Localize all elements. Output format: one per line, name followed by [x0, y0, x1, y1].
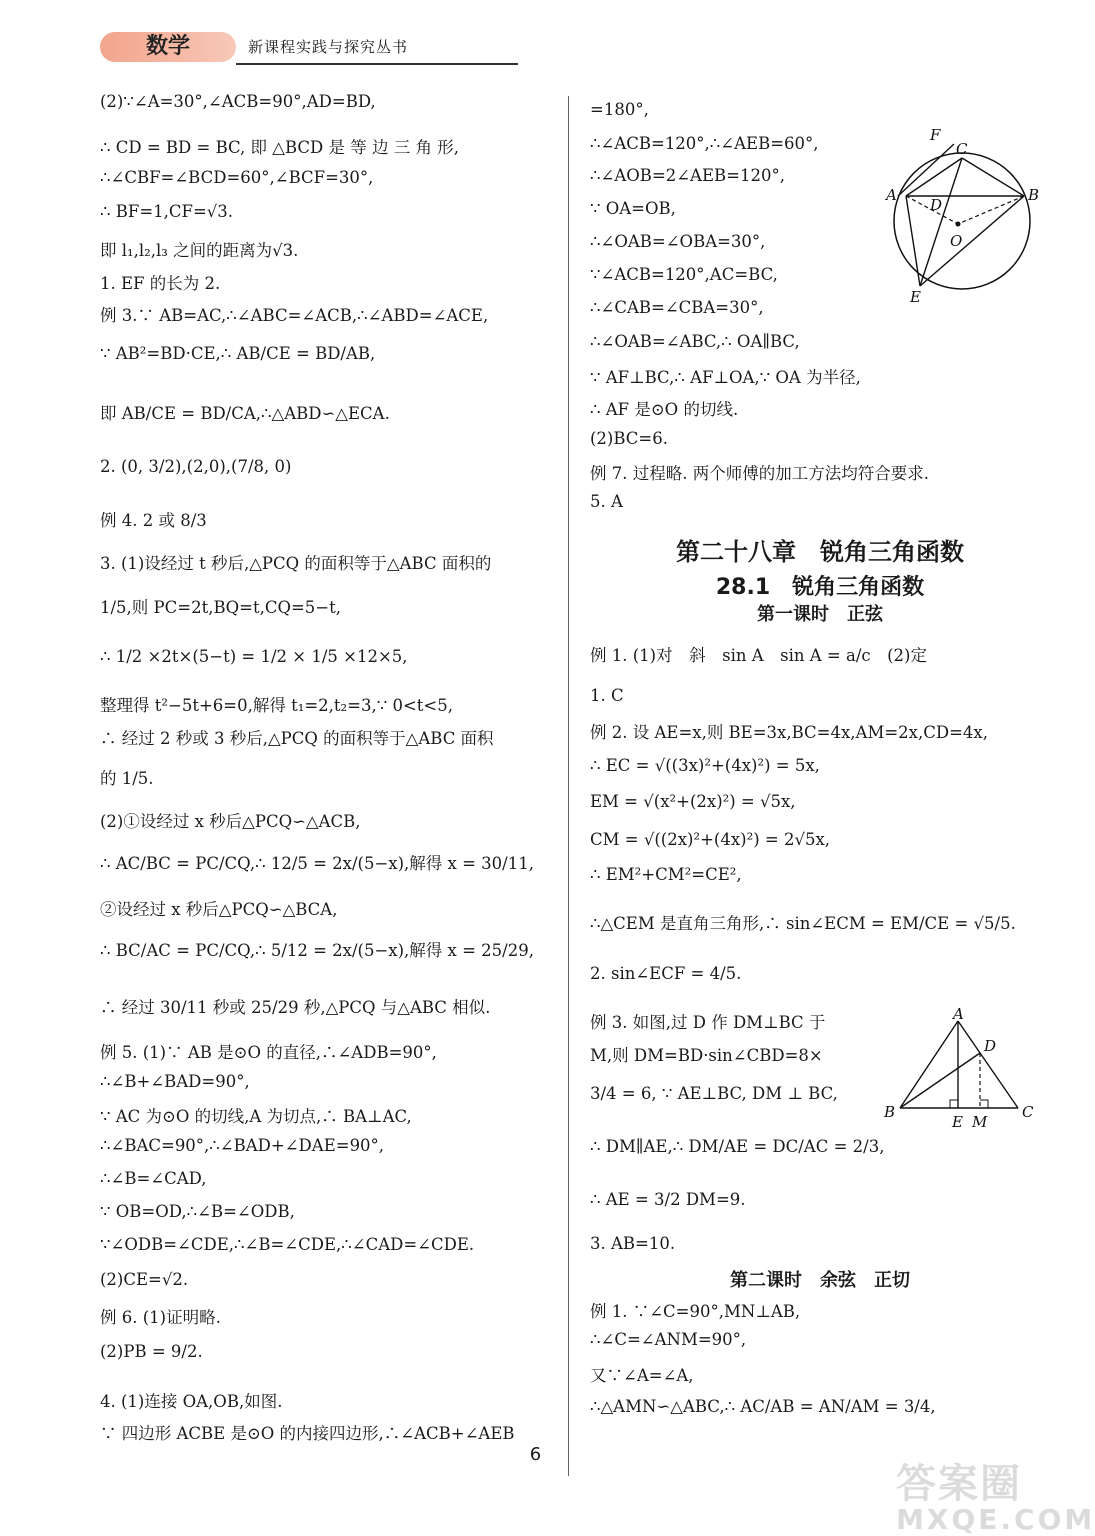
text-line: 5. A [590, 492, 623, 511]
text-line: 2. sin∠ECF = 4/5. [590, 964, 742, 983]
text-line: ∴ AF 是⊙O 的切线. [590, 400, 739, 419]
label-m: M [972, 1113, 988, 1131]
text-line: ∴∠C=∠ANM=90°, [590, 1330, 747, 1349]
label-f: F [930, 126, 941, 144]
text-line: 3. (1)设经过 t 秒后,△PCQ 的面积等于△ABC 面积的 [100, 554, 492, 573]
text-line: 例 3.∵ AB=AC,∴∠ABC=∠ACB,∴∠ABD=∠ACE, [100, 306, 489, 325]
label-c: C [956, 140, 968, 158]
text-line: ∴∠CAB=∠CBA=30°, [590, 298, 764, 317]
text-line: ∴ DM∥AE,∴ DM/AE = DC/AC = 2/3, [590, 1137, 885, 1156]
page-header [100, 30, 420, 66]
label-c: C [1022, 1103, 1034, 1121]
text-line: 例 6. (1)证明略. [100, 1308, 221, 1327]
text-line: ∴ EC = √((3x)²+(4x)²) = 5x, [590, 756, 820, 775]
label-a: A [953, 1005, 964, 1023]
column-divider [568, 96, 569, 1476]
text-line: ∵ AC 为⊙O 的切线,A 为切点,∴ BA⊥AC, [100, 1107, 412, 1126]
text-line: ∴△AMN∽△ABC,∴ AC/AB = AN/AM = 3/4, [590, 1397, 936, 1416]
text-line: 即 AB/CE = BD/CA,∴△ABD∽△ECA. [100, 404, 390, 423]
triangle-figure [878, 1005, 1038, 1135]
text-line: ∴ CD = BD = BC, 即 △BCD 是 等 边 三 角 形, [100, 138, 459, 157]
page-number: 6 [529, 1444, 542, 1465]
watermark-text-top: 答案圈 [896, 1461, 1022, 1507]
circle-o [894, 153, 1030, 289]
text-line: ∴ AE = 3/2 DM=9. [590, 1190, 746, 1209]
text-line: ∵ 四边形 ACBE 是⊙O 的内接四边形,∴∠ACB+∠AEB [100, 1424, 515, 1443]
label-e: E [910, 288, 921, 306]
text-line: ∴∠ACB=120°,∴∠AEB=60°, [590, 134, 819, 153]
text-line: 1. C [590, 686, 624, 705]
lesson-title: 第二课时 余弦 正切 [730, 1270, 910, 1291]
text-line: ∵∠ODB=∠CDE,∴∠B=∠CDE,∴∠CAD=∠CDE. [100, 1235, 475, 1254]
text-line: ∵ AB²=BD·CE,∴ AB/CE = BD/AB, [100, 344, 376, 363]
header-rule [236, 63, 518, 65]
watermark [896, 1452, 1095, 1536]
text-line: 的 1/5. [100, 769, 154, 788]
label-d: D [930, 196, 943, 214]
label-b: B [884, 1103, 896, 1121]
text-line: ∴∠CBF=∠BCD=60°,∠BCF=30°, [100, 168, 374, 187]
text-line: ∴ BF=1,CF=√3. [100, 202, 234, 221]
text-line: =180°, [590, 100, 649, 119]
text-line: 3. AB=10. [590, 1234, 676, 1253]
text-line: 例 3. 如图,过 D 作 DM⊥BC 于 [590, 1013, 826, 1032]
text-line: (2)PB = 9/2. [100, 1342, 203, 1361]
text-line: 例 5. (1)∵ AB 是⊙O 的直径,∴∠ADB=90°, [100, 1043, 437, 1062]
text-line: ∴∠BAC=90°,∴∠BAD+∠DAE=90°, [100, 1136, 385, 1155]
text-line: EM = √(x²+(2x)²) = √5x, [590, 792, 796, 811]
text-line: ∵ AF⊥BC,∴ AF⊥OA,∵ OA 为半径, [590, 368, 861, 387]
text-line: 3/4 = 6, ∵ AE⊥BC, DM ⊥ BC, [590, 1084, 838, 1103]
label-a: A [886, 186, 897, 204]
text-line: (2)CE=√2. [100, 1270, 189, 1289]
text-line: ∴∠OAB=∠ABC,∴ OA∥BC, [590, 332, 800, 351]
text-line: 例 1. (1)对 斜 sin A sin A = a/c (2)定 [590, 646, 927, 665]
text-line: ∴ EM²+CM²=CE², [590, 865, 742, 884]
circle-figure [878, 122, 1048, 306]
subject-badge: 数学 [100, 32, 236, 62]
text-line: (2)①设经过 x 秒后△PCQ∽△ACB, [100, 812, 361, 831]
text-line: 例 4. 2 或 8/3 [100, 511, 207, 530]
series-title: 新课程实践与探究丛书 [248, 38, 409, 56]
label-b: B [1028, 186, 1040, 204]
text-line: 即 l₁,l₂,l₃ 之间的距离为√3. [100, 241, 299, 260]
segment-ab [900, 1021, 958, 1108]
text-line: 4. (1)连接 OA,OB,如图. [100, 1392, 283, 1411]
text-line: ②设经过 x 秒后△PCQ∽△BCA, [100, 900, 338, 919]
center-point [956, 222, 961, 227]
text-line: ∴∠OAB=∠OBA=30°, [590, 232, 766, 251]
segment-ce [920, 158, 962, 286]
text-line: 1. EF 的长为 2. [100, 274, 221, 293]
text-line: ∴△CEM 是直角三角形,∴ sin∠ECM = EM/CE = √5/5. [590, 914, 1016, 933]
text-line: ∴ 经过 2 秒或 3 秒后,△PCQ 的面积等于△ABC 面积 [100, 729, 494, 748]
label-d: D [984, 1037, 997, 1055]
section-title: 28.1 锐角三角函数 [715, 575, 925, 600]
text-line: ∴ AC/BC = PC/CQ,∴ 12/5 = 2x/(5−x),解得 x = 30/11, [100, 854, 534, 873]
text-line: (2)∵∠A=30°,∠ACB=90°,AD=BD, [100, 92, 376, 111]
text-line: ∴∠B+∠BAD=90°, [100, 1072, 250, 1091]
right-angle-m [980, 1100, 988, 1108]
segment-ob [958, 196, 1024, 224]
label-e: E [952, 1113, 963, 1131]
segment-ae [906, 196, 920, 286]
text-line: 例 1. ∵∠C=90°,MN⊥AB, [590, 1302, 801, 1321]
watermark-text-bottom: MXQE.COM [896, 1503, 1095, 1536]
segment-ac [958, 1021, 1018, 1108]
text-line: 1/5,则 PC=2t,BQ=t,CQ=5−t, [100, 598, 341, 617]
text-line: ∴∠AOB=2∠AEB=120°, [590, 166, 785, 185]
text-line: ∵ OA=OB, [590, 199, 676, 218]
text-line: 例 7. 过程略. 两个师傅的加工方法均符合要求. [590, 464, 929, 483]
segment-bd [900, 1053, 980, 1108]
chapter-title: 第二十八章 锐角三角函数 [676, 538, 964, 566]
text-line: M,则 DM=BD·sin∠CBD=8× [590, 1046, 823, 1065]
text-line: CM = √((2x)²+(4x)²) = 2√5x, [590, 830, 831, 849]
text-line: ∵∠ACB=120°,AC=BC, [590, 265, 778, 284]
text-line: 2. (0, 3/2),(2,0),(7/8, 0) [100, 457, 292, 476]
text-line: 整理得 t²−5t+6=0,解得 t₁=2,t₂=3,∵ 0<t<5, [100, 696, 453, 715]
text-line: 例 2. 设 AE=x,则 BE=3x,BC=4x,AM=2x,CD=4x, [590, 723, 988, 742]
tangent-line-af [898, 144, 954, 196]
lesson-title: 第一课时 正弦 [757, 604, 883, 625]
text-line: ∵ OB=OD,∴∠B=∠ODB, [100, 1202, 295, 1221]
text-line: ∴∠B=∠CAD, [100, 1169, 207, 1188]
segment-ac [906, 158, 962, 196]
right-angle-e [950, 1100, 958, 1108]
text-line: 又∵∠A=∠A, [590, 1366, 694, 1385]
label-o: O [950, 232, 963, 250]
text-line: ∴ 1/2 ×2t×(5−t) = 1/2 × 1/5 ×12×5, [100, 647, 408, 666]
text-line: (2)BC=6. [590, 429, 668, 448]
text-line: ∴ BC/AC = PC/CQ,∴ 5/12 = 2x/(5−x),解得 x = 25/29, [100, 941, 534, 960]
text-line: ∴ 经过 30/11 秒或 25/29 秒,△PCQ 与△ABC 相似. [100, 998, 491, 1017]
